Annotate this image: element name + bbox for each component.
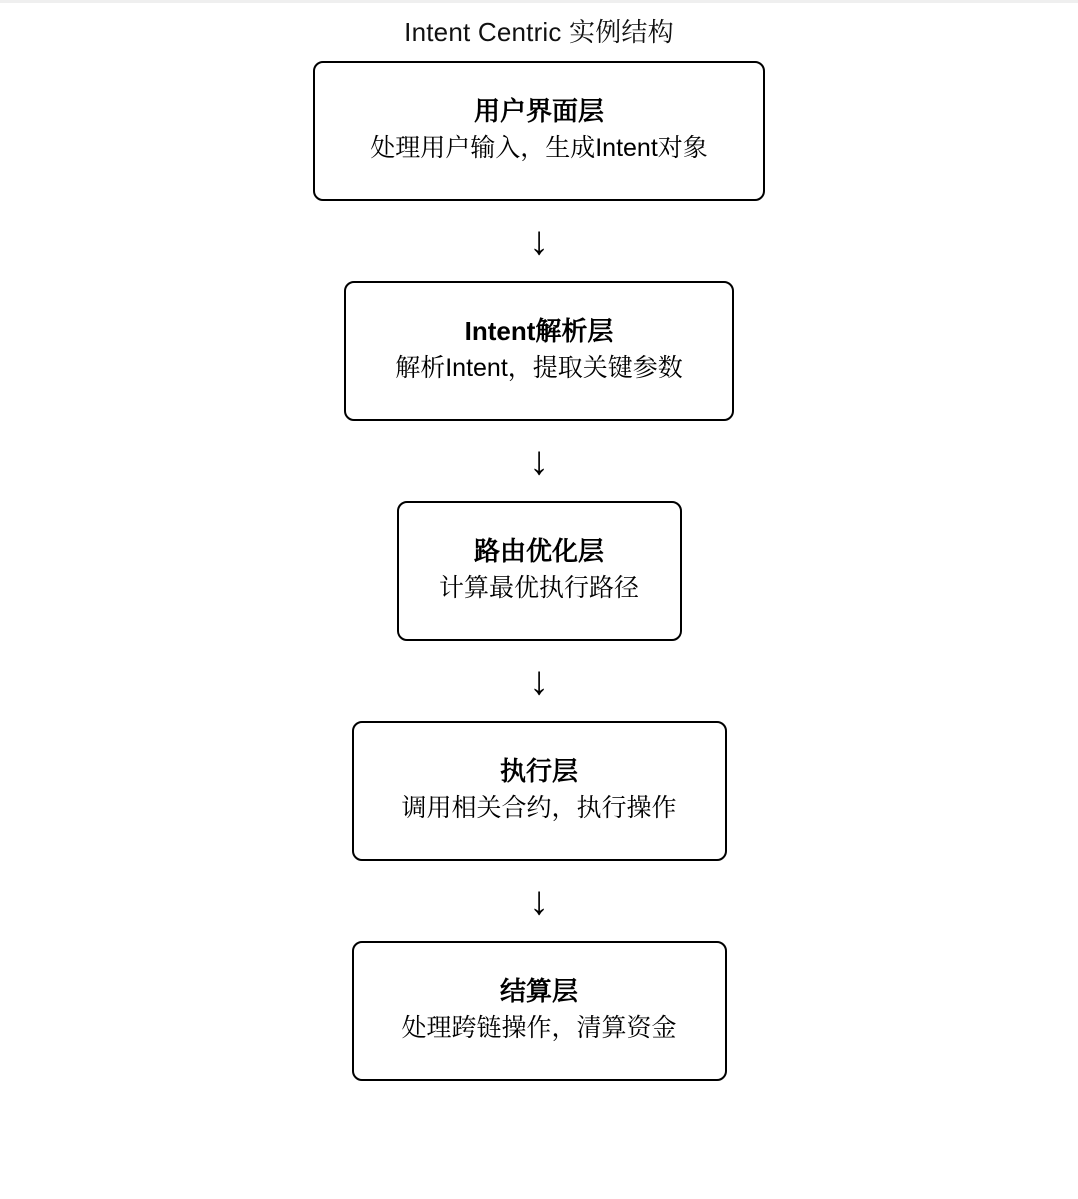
flow-node-title: 路由优化层 bbox=[473, 536, 604, 566]
flow-node-title: 结算层 bbox=[499, 976, 578, 1006]
flow-node-description: 解析Intent，提取关键参数 bbox=[395, 354, 683, 382]
flow-arrow-1: ↓ bbox=[529, 219, 549, 263]
flowchart-diagram bbox=[0, 3, 1078, 1081]
flow-node-ui-layer bbox=[313, 61, 765, 201]
flow-arrow-3: ↓ bbox=[529, 659, 549, 703]
flow-node-settlement-layer bbox=[352, 941, 727, 1081]
flow-node-description: 处理跨链操作，清算资金 bbox=[401, 1014, 677, 1042]
flow-node-description: 调用相关合约，执行操作 bbox=[401, 794, 677, 822]
flow-arrow-4: ↓ bbox=[529, 879, 549, 923]
flow-node-execution-layer bbox=[352, 721, 727, 861]
flow-node-description: 处理用户输入，生成Intent对象 bbox=[370, 134, 708, 162]
flow-node-routing-optimize-layer bbox=[397, 501, 682, 641]
flow-node-title: 执行层 bbox=[499, 756, 578, 786]
flow-arrow-2: ↓ bbox=[529, 439, 549, 483]
flow-node-intent-parse-layer bbox=[344, 281, 734, 421]
flow-node-title: 用户界面层 bbox=[473, 96, 604, 126]
page-title: Intent Centric 实例结构 bbox=[404, 17, 674, 47]
flow-node-title: Intent解析层 bbox=[464, 316, 614, 346]
flow-node-description: 计算最优执行路径 bbox=[438, 574, 639, 602]
